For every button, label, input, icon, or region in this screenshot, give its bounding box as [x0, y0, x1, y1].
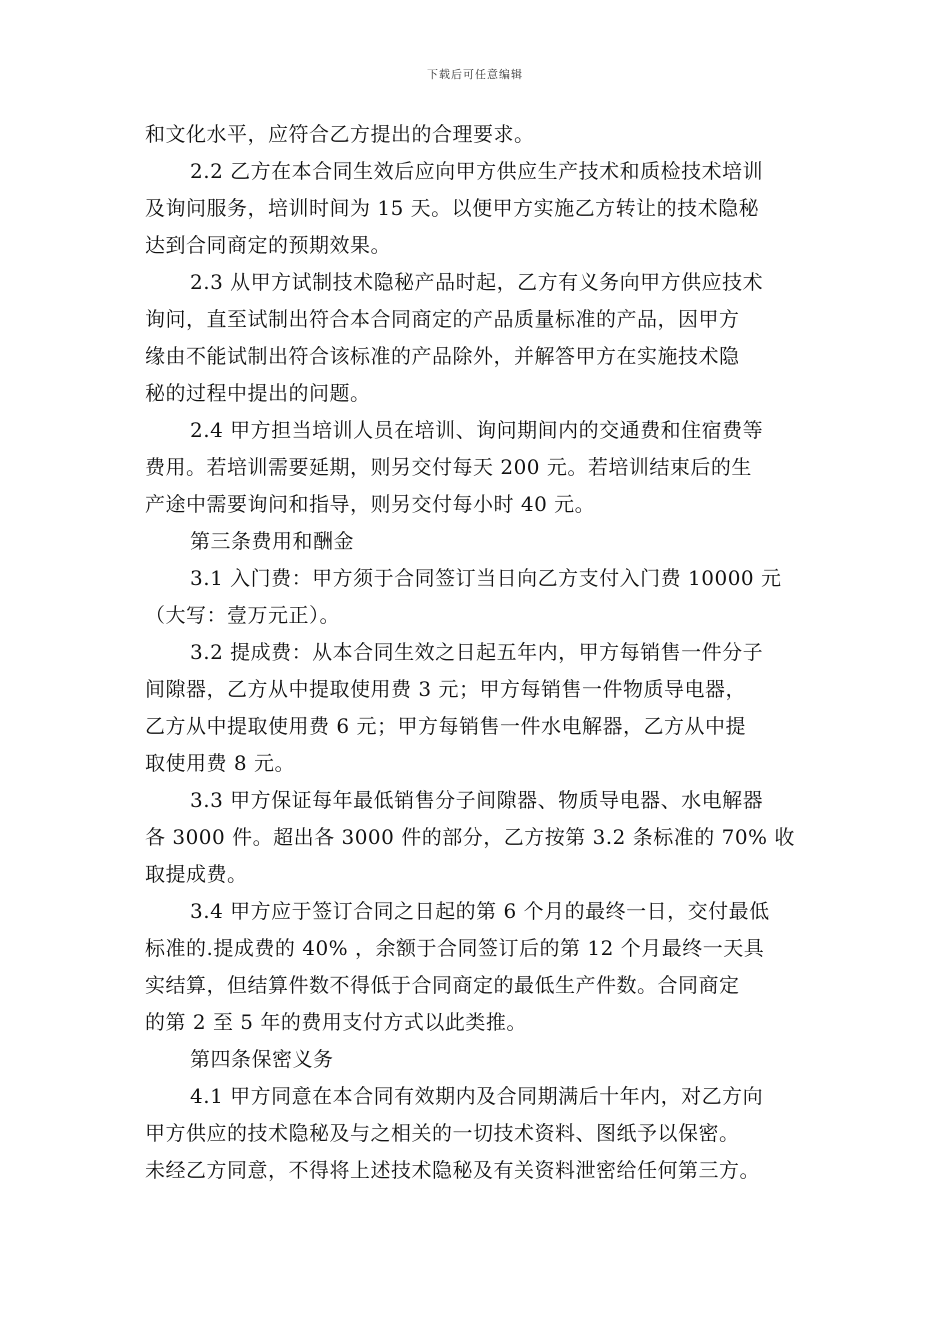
- clause-2-2-line: 2.2 乙方在本合同生效后应向甲方供应生产技术和质检技术培训: [190, 159, 764, 183]
- paragraph-line: 和文化水平，应符合乙方提出的合理要求。: [145, 122, 535, 146]
- paragraph-line: 取使用费 8 元。: [145, 751, 295, 775]
- clause-3-4-line: 3.4 甲方应于签订合同之日起的第 6 个月的最终一日，交付最低: [190, 899, 770, 923]
- paragraph-line: 缘由不能试制出符合该标准的产品除外，并解答甲方在实施技术隐: [145, 344, 740, 368]
- paragraph-line: 甲方供应的技术隐秘及与之相关的一切技术资料、图纸予以保密。: [145, 1121, 740, 1145]
- paragraph-line: 间隙器，乙方从中提取使用费 3 元；甲方每销售一件物质导电器，: [145, 677, 746, 701]
- paragraph-line: 的第 2 至 5 年的费用支付方式以此类推。: [145, 1010, 527, 1034]
- document-body: [145, 116, 835, 1189]
- paragraph-line: 产途中需要询问和指导，则另交付每小时 40 元。: [145, 492, 596, 516]
- section-heading-3: 第三条费用和酬金: [190, 529, 354, 553]
- clause-4-1-line: 4.1 甲方同意在本合同有效期内及合同期满后十年内，对乙方向: [190, 1084, 764, 1108]
- paragraph-line: （大写：壹万元正）。: [145, 603, 340, 627]
- paragraph-line: 询问，直至试制出符合本合同商定的产品质量标准的产品，因甲方: [145, 307, 740, 331]
- clause-3-1-line: 3.1 入门费：甲方须于合同签订当日向乙方支付入门费 10000 元: [190, 566, 782, 590]
- page-header: 下载后可任意编辑: [427, 68, 523, 81]
- paragraph-line: 及询问服务，培训时间为 15 天。以便甲方实施乙方转让的技术隐秘: [145, 196, 760, 220]
- clause-3-2-line: 3.2 提成费：从本合同生效之日起五年内，甲方每销售一件分子: [190, 640, 764, 664]
- paragraph-line: 取提成费。: [145, 862, 248, 886]
- paragraph-line: 费用。若培训需要延期，则另交付每天 200 元。若培训结束后的生: [145, 455, 752, 479]
- paragraph-line: 未经乙方同意，不得将上述技术隐秘及有关资料泄密给任何第三方。: [145, 1158, 760, 1182]
- paragraph-line: 实结算，但结算件数不得低于合同商定的最低生产件数。合同商定: [145, 973, 740, 997]
- clause-3-3-line: 3.3 甲方保证每年最低销售分子间隙器、物质导电器、水电解器: [190, 788, 764, 812]
- clause-2-4-line: 2.4 甲方担当培训人员在培训、询问期间内的交通费和住宿费等: [190, 418, 764, 442]
- paragraph-line: 各 3000 件。超出各 3000 件的部分，乙方按第 3.2 条标准的 70% 收: [145, 825, 795, 849]
- paragraph-line: 标准的.提成费的 40% ，余额于合同签订后的第 12 个月最终一天具: [145, 936, 765, 960]
- paragraph-line: 达到合同商定的预期效果。: [145, 233, 391, 257]
- paragraph-line: 乙方从中提取使用费 6 元；甲方每销售一件水电解器，乙方从中提: [145, 714, 746, 738]
- paragraph-line: 秘的过程中提出的问题。: [145, 381, 371, 405]
- section-heading-4: 第四条保密义务: [190, 1047, 334, 1071]
- clause-2-3-line: 2.3 从甲方试制技术隐秘产品时起，乙方有义务向甲方供应技术: [190, 270, 764, 294]
